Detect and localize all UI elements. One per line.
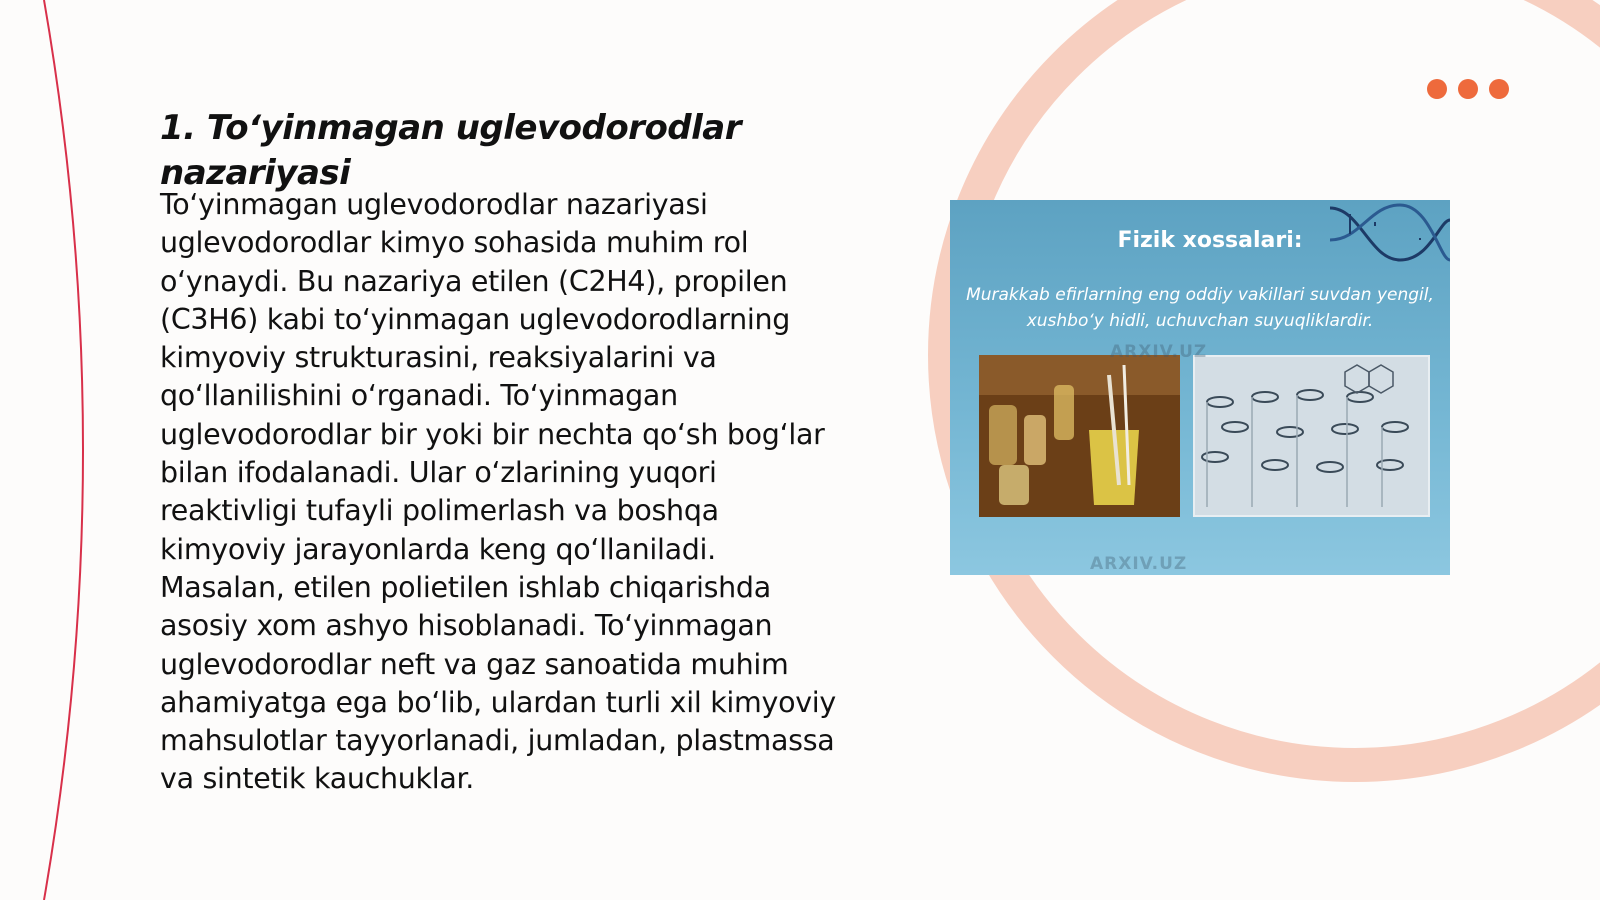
slide-title: 1. To‘yinmagan uglevodorodlar nazariyasi <box>160 108 742 193</box>
figure-caption: Murakkab efirlarning eng oddiy vakillari suvdan yengil, xushbo‘y hidli, uchuvchan suyuqliklardir. <box>966 285 1434 331</box>
dot <box>1458 79 1478 99</box>
watermark: ARXIV.UZ <box>1110 342 1208 362</box>
figure-image <box>950 200 1450 575</box>
photo-test-tubes <box>1193 355 1430 517</box>
photo-glassware <box>979 355 1180 517</box>
watermark: ARXIV.UZ <box>1090 554 1188 574</box>
dot <box>1489 79 1509 99</box>
figure-heading: Fizik xossalari: <box>1117 228 1303 253</box>
left-curve-line <box>44 0 83 900</box>
slide-body-text: To‘yinmagan uglevodorodlar nazariyasi uglevodorodlar kimyo sohasida muhim rol o‘ynaydi. Bu nazariya etilen (C2H4), propilen (C3H6) kabi to‘yinmagan uglevodorodlarning kimyoviy strukturasini, reaksiyalarini va qo‘llanilishini o‘rganadi. To‘yinmagan uglevodorodlar bir yoki bir nechta qo‘sh bog‘lar bilan ifodalanadi. Ular o‘zlarining yuqori reaktivligi tufayli polimerlash va boshqa kimyoviy jarayonlarda keng qo‘llaniladi. Masalan, etilen polietilen ishlab chiqarishda asosiy xom ashyo hisoblanadi. To‘yinmagan uglevodorodlar neft va gaz sanoatida muhim ahamiyatga ega bo‘lib, ulardan turli xil kimyoviy mahsulotlar tayyorlanadi, jumladan, plastmassa va sintetik kauchuklar. <box>160 188 836 796</box>
more-dots-icon <box>1427 79 1509 99</box>
dot <box>1427 79 1447 99</box>
